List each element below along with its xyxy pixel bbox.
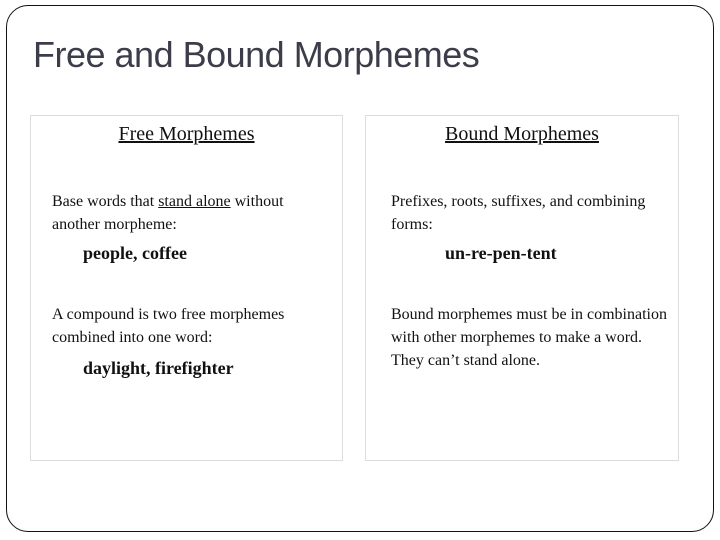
def-underlined: stand alone xyxy=(158,193,231,210)
free-example-2: daylight, firefighter xyxy=(83,358,234,378)
def-text: Base words that xyxy=(52,193,159,210)
slide-title: Free and Bound Morphemes xyxy=(33,34,480,75)
compound-definition: A compound is two free morphemes combined into one word: xyxy=(52,306,285,346)
bound-definition: Prefixes, roots, suffixes, and combining forms: xyxy=(391,193,646,233)
bound-note: Bound morphemes must be in combination with other morphemes to make a word. They can’t stand alone. xyxy=(391,306,667,369)
free-heading: Free Morphemes xyxy=(118,123,255,145)
free-example-1: people, coffee xyxy=(83,243,187,263)
bound-morphemes-panel xyxy=(365,115,679,461)
bound-example-1: un-re-pen-tent xyxy=(445,243,557,263)
def-text-end: without another morpheme: xyxy=(52,193,284,233)
free-morphemes-panel xyxy=(30,115,343,461)
bound-heading: Bound Morphemes xyxy=(445,123,599,145)
free-definition xyxy=(52,190,334,236)
